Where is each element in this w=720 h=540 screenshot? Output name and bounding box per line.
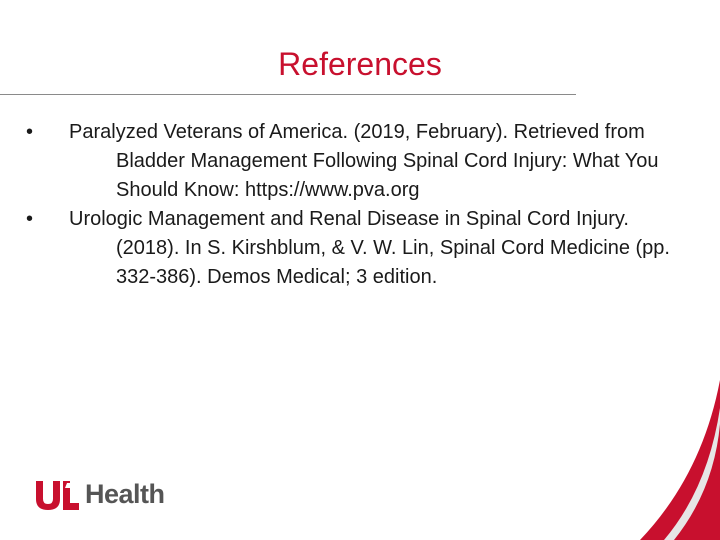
title-divider: [0, 94, 576, 95]
corner-swoosh-decoration: [640, 380, 720, 540]
ul-logo-icon: [33, 477, 81, 511]
reference-list: [26, 118, 686, 292]
reference-item: [26, 118, 686, 205]
bullet-icon: •: [26, 121, 34, 143]
reference-item: [26, 205, 686, 292]
reference-text: Urologic Management and Renal Disease in Spinal Cord Injury. (2018). In S. Kirshblum, & V. W. Lin, Spinal Cord Medicine (pp. 332-386). Demos Medical; 3 edition.: [69, 208, 670, 288]
logo-text: Health: [85, 478, 165, 509]
ul-health-logo: [33, 476, 165, 512]
bullet-icon: •: [26, 208, 34, 230]
reference-text: Paralyzed Veterans of America. (2019, February). Retrieved from Bladder Management Following Spinal Cord Injury: What You Should Know: https://www.pva.org: [69, 121, 659, 201]
slide-title: References: [278, 46, 442, 82]
